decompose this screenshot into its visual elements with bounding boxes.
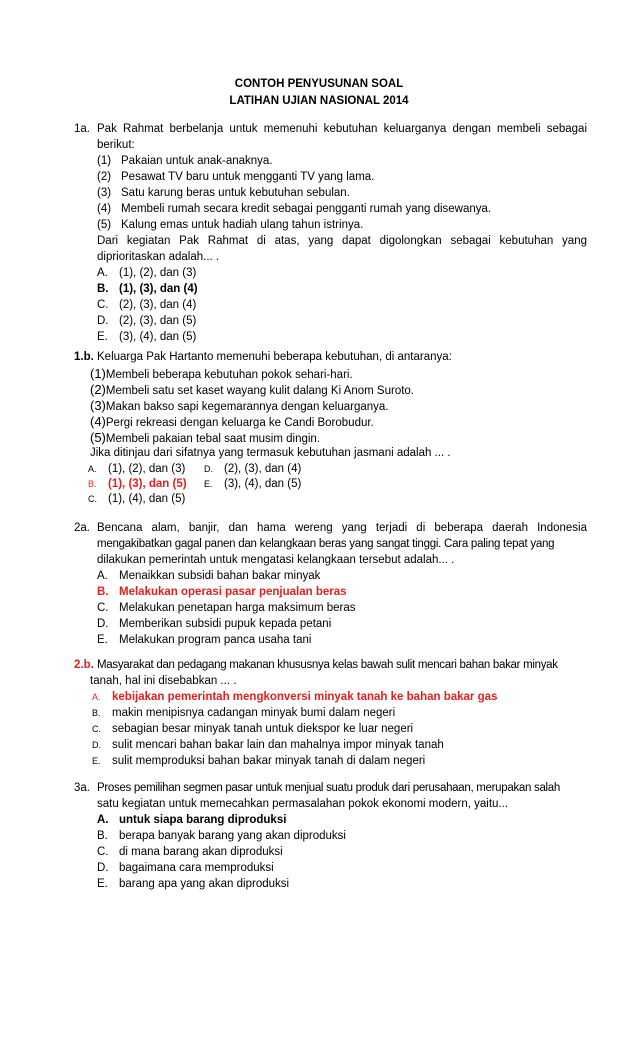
answer-option[interactable]: C. di mana barang akan diproduksi (97, 846, 283, 858)
question-3a-stem-line1: Proses pemilihan segmen pasar untuk menjual suatu produk dari perusahaan, merupakan salah (97, 782, 560, 794)
list-item: (2) Pesawat TV baru untuk mengganti TV yang lama. (97, 171, 375, 183)
answer-option[interactable]: C. (2), (3), dan (4) (97, 299, 197, 311)
question-number-2a: 2a. (74, 522, 90, 534)
question-2b-stem-line1: Masyarakat dan pedagang makanan khususnya kelas bawah sulit mencari bahan bakar minyak (97, 659, 558, 671)
answer-option[interactable]: B. berapa banyak barang yang akan diproduksi (97, 830, 346, 842)
answer-option[interactable]: E. (3), (4), dan (5) (97, 331, 197, 343)
list-item: (5) Kalung emas untuk hadiah ulang tahun istrinya. (97, 219, 364, 231)
question-2b-stem-line2: tanah, hal ini disebabkan ... . (90, 675, 237, 687)
list-item: (1)Membeli beberapa kebutuhan pokok sehari-hari. (90, 366, 353, 381)
list-item: (3) Satu karung beras untuk kebutuhan sebulan. (97, 187, 350, 199)
answer-option[interactable]: E. barang apa yang akan diproduksi (97, 878, 290, 890)
question-1b-prompt: Jika ditinjau dari sifatnya yang termasuk kebutuhan jasmani adalah ... . (90, 447, 451, 459)
question-number-1a: 1a. (74, 123, 90, 135)
answer-option[interactable]: B. makin menipisnya cadangan minyak bumi dalam negeri (92, 707, 396, 719)
question-2a-stem-line3: dilakukan pemerintah untuk mengatasi kelangkaan tersebut adalah... . (97, 554, 455, 566)
answer-option[interactable]: A. (1), (2), dan (3) (97, 267, 197, 279)
answer-option[interactable]: A. (1), (2), dan (3) (88, 463, 186, 475)
question-1a-prompt-line2: diprioritaskan adalah... . (97, 251, 220, 263)
answer-option[interactable]: E. Melakukan program panca usaha tani (97, 634, 312, 646)
list-item: (4)Pergi rekreasi dengan keluarga ke Candi Borobudur. (90, 414, 374, 429)
document-subtitle: LATIHAN UJIAN NASIONAL 2014 (229, 95, 409, 107)
answer-option[interactable]: C. Melakukan penetapan harga maksimum beras (97, 602, 356, 614)
answer-option-correct[interactable]: A. kebijakan pemerintah mengkonversi minyak tanah ke bahan bakar gas (92, 691, 498, 703)
question-number-3a: 3a. (74, 782, 90, 794)
question-1b-stem: Keluarga Pak Hartanto memenuhi beberapa kebutuhan, di antaranya: (97, 351, 452, 363)
answer-option[interactable]: C. sebagian besar minyak tanah untuk diekspor ke luar negeri (92, 723, 414, 735)
answer-option[interactable]: C. (1), (4), dan (5) (88, 493, 186, 505)
list-item: (4) Membeli rumah secara kredit sebagai pengganti rumah yang disewanya. (97, 203, 492, 215)
answer-option[interactable]: E. sulit memproduksi bahan bakar minyak tanah di dalam negeri (92, 755, 426, 767)
answer-option-correct[interactable]: A. untuk siapa barang diproduksi (97, 814, 287, 826)
list-item: (2)Membeli satu set kaset wayang kulit dalang Ki Anom Suroto. (90, 382, 414, 397)
question-1a-stem-line1: Pak Rahmat berbelanja untuk memenuhi kebutuhan keluarganya dengan membeli sebagai (97, 123, 587, 135)
question-number-2b: 2.b. (74, 659, 94, 671)
question-2a-stem-line1: Bencana alam, banjir, dan hama wereng yang terjadi di beberapa daerah Indonesia (97, 522, 587, 534)
answer-option-correct[interactable]: B. Melakukan operasi pasar penjualan beras (97, 586, 347, 598)
list-item: (3)Makan bakso sapi kegemarannya dengan keluarganya. (90, 398, 389, 413)
list-item: (1) Pakaian untuk anak-anaknya. (97, 155, 273, 167)
question-1a-prompt-line1: Dari kegiatan Pak Rahmat di atas, yang dapat digolongkan sebagai kebutuhan yang (97, 235, 587, 247)
answer-option-correct[interactable]: B. (1), (3), dan (4) (97, 283, 198, 295)
answer-option[interactable]: A. Menaikkan subsidi bahan bakar minyak (97, 570, 321, 582)
answer-option[interactable]: E. (3), (4), dan (5) (204, 478, 302, 490)
answer-option-correct[interactable]: B. (1), (3), dan (5) (88, 478, 187, 490)
question-3a-stem-line2: satu kegiatan untuk memecahkan permasalahan pokok ekonomi modern, yaitu... (97, 798, 509, 810)
question-2b-line (74, 658, 558, 673)
question-1b-line (74, 350, 452, 365)
answer-option[interactable]: D. (2), (3), dan (5) (97, 315, 197, 327)
answer-option[interactable]: D. (2), (3), dan (4) (204, 463, 302, 475)
list-item: (5)Membeli pakaian tebal saat musim dingin. (90, 430, 321, 445)
answer-option[interactable]: D. sulit mencari bahan bakar lain dan mahalnya impor minyak tanah (92, 739, 444, 751)
question-1a-stem-line2: berikut: (97, 139, 135, 151)
answer-option[interactable]: D. bagaimana cara memproduksi (97, 862, 274, 874)
question-number-1b: 1.b. (74, 351, 94, 363)
answer-option[interactable]: D. Memberikan subsidi pupuk kepada petani (97, 618, 332, 630)
question-2a-stem-line2: mengakibatkan gagal panen dan kelangkaan beras yang sangat tinggi. Cara paling tepat yang (97, 538, 555, 550)
document-title: CONTOH PENYUSUNAN SOAL (234, 78, 404, 90)
